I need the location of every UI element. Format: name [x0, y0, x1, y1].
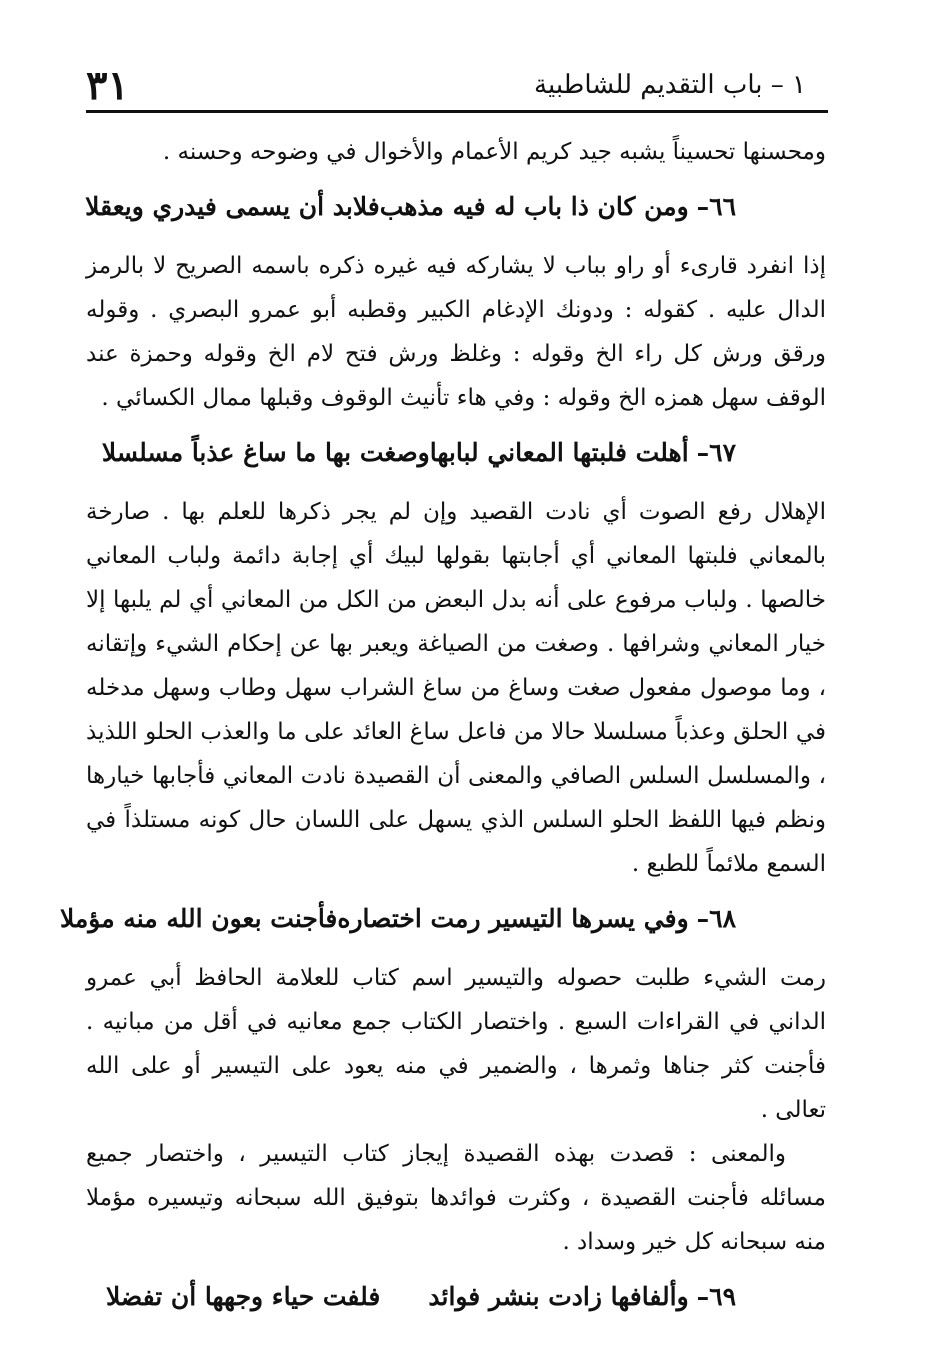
page-body: [59, 130, 826, 1334]
verse-second-hemistich: فلابد أن يسمى فيدري ويعقلا: [85, 192, 380, 221]
verse-number: ٦٨–: [696, 904, 736, 933]
running-title: ١ – باب التقديم للشاطبية: [534, 70, 806, 100]
paragraph: الإهلال رفع الصوت أي نادت القصيد وإن لم يجر ذكرها للعلم بها . صارخة بالمعاني فلبتها المعاني أي أجابتها بقولها لبيك أي إجابة دائمة ولباب المعاني خالصها . ولباب مرفوع على أنه بدل البعض من الكل من المعاني أي لم يلبها إلا خيار المعاني وشرافها . وصغت من الصياغة ويعبر بها عن إحكام الشيء وإتقانه ، وما موصول مفعول صغت وساغ من ساغ الشراب سهل وطاب وسهل مدخله في الحلق وعذباً مسلسلا حالا من فاعل ساغ العائد على ما والعذب الحلو اللذيذ ، والمسلسل السلس الصافي والمعنى أن القصيدة نادت المعاني فأجابها خيارها ونظم فيها اللفظ الحلو السلس الذي يسهل على اللسان حال كونه مستلذاً في السمع ملائماً للطبع .: [86, 499, 826, 877]
verse-first-hemistich: ٦٧–أهلت فلبتها المعاني لبابها: [429, 438, 736, 467]
paragraph: إذا انفرد قارىء أو راو بباب لا يشاركه فيه غيره ذكره باسمه الصريح لا بالرمز الدال عليه . كقوله : ودونك الإدغام الكبير وقطبه أبو عمرو البصري . وقوله ورقق ورش كل راء الخ وقوله : وغلظ ورش فتح لام الخ وقوله وحمزة عند الوقف سهل همزه الخ وقوله : وفي هاء تأنيث الوقوف وقبلها ممال الكسائي .: [86, 253, 826, 411]
verse-line: [86, 1268, 826, 1326]
verse-number: ٦٩–: [696, 1282, 736, 1311]
verse-second-hemistich: فأجنت بعون الله منه مؤملا: [59, 904, 338, 933]
verse-number: ٦٧–: [696, 438, 736, 467]
paragraph: والمعنى : قصدت بهذه القصيدة إيجاز كتاب التيسير ، واختصار جميع مسائله فأجنت القصيدة ، وكثرت فوائدها بتوفيق الله سبحانه وتيسيره مؤملا منه سبحانه كل خير وسداد .: [86, 1141, 826, 1255]
verse-line: [86, 178, 826, 236]
header-rule: [86, 110, 828, 113]
verse-second-hemistich: فلفت حياء وجهها أن تفضلا: [106, 1282, 381, 1311]
paragraph: ومحسنها تحسيناً يشبه جيد كريم الأعمام والأخوال في وضوحه وحسنه .: [162, 139, 826, 165]
verse-line: [59, 890, 826, 948]
verse-second-hemistich: وصغت بها ما ساغ عذباً مسلسلا: [101, 438, 430, 467]
paragraph: رمت الشيء طلبت حصوله والتيسير اسم كتاب للعلامة الحافظ أبي عمرو الداني في القراءات السبع . واختصار الكتاب جمع معانيه في أقل من مبانيه . فأجنت كثر جناها وثمرها ، والضمير في منه يعود على التيسير أو على الله تعالى .: [86, 965, 826, 1123]
verse-first-hemistich: ٦٨–وفي يسرها التيسير رمت اختصاره: [337, 904, 736, 933]
verse-first-hemistich: ٦٦–ومن كان ذا باب له فيه مذهب: [379, 192, 736, 221]
page-number: ٣١: [86, 61, 129, 109]
verse-number: ٦٦–: [696, 192, 736, 221]
verse-line: [86, 424, 826, 482]
verse-first-hemistich: ٦٩–وألفافها زادت بنشر فوائد: [428, 1282, 736, 1311]
page-header: [86, 62, 826, 108]
